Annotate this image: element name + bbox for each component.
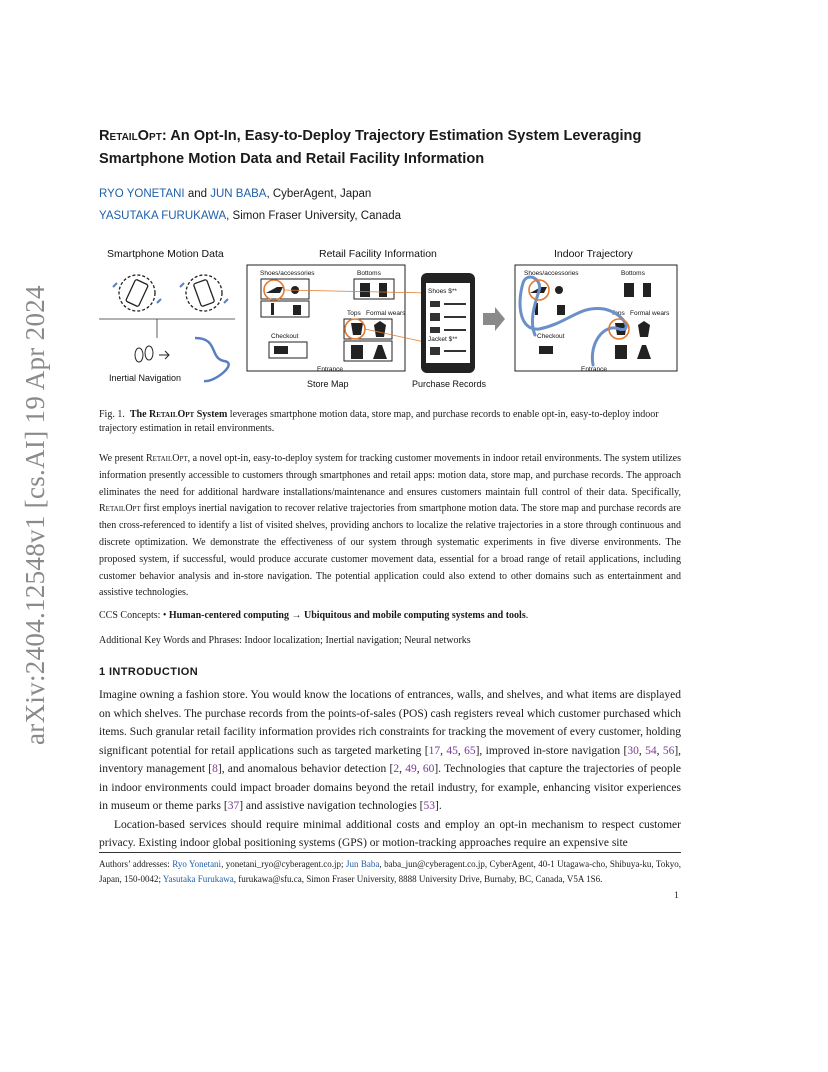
citation-2[interactable]: 2 (393, 763, 400, 775)
citation-45[interactable]: 45 (446, 744, 458, 757)
intro-paragraph-1 (99, 686, 681, 816)
traj-zone-bottoms-label: Bottoms (621, 270, 645, 277)
abstract-system-name-1: RetailOpt (145, 453, 188, 464)
ccs-label: CCS Concepts: • (99, 610, 169, 621)
intro-text-2: ], improved in-store navigation [ (475, 744, 628, 757)
zone-checkout-label: Checkout (271, 333, 299, 340)
panel2-title: Retail Facility Information (319, 248, 437, 260)
keywords: Additional Key Words and Phrases: Indoor localization; Inertial navigation; Neural networks (99, 635, 471, 646)
footnote-link-baba[interactable]: Jun Baba (345, 859, 380, 869)
system-name: RetailOpt (99, 128, 162, 144)
ccs-concept-2: Ubiquitous and mobile computing systems and tools (304, 610, 526, 621)
title-line1: : An Opt-In, Easy-to-Deploy Trajectory Estimation System Leveraging (161, 128, 642, 144)
caption-text: leverages smartphone motion data, store map, and purchase records to enable opt-in, easy-to-deploy indoor trajectory estimation in retail environments. (99, 409, 659, 434)
panel1-subtitle: Inertial Navigation (109, 373, 182, 383)
zone-tops-label: Tops (347, 310, 361, 317)
footnote-text-1: , yonetani_ryo@cyberagent.co.jp; (221, 859, 346, 869)
footsteps-icon (135, 346, 169, 362)
zone-formal-label: Formal wears (366, 310, 406, 317)
caption-bold-suffix: System (194, 409, 228, 420)
abstract-text-2: , a novel opt-in, easy-to-deploy system for tracking customer movements in indoor retail environments. The system utilizes information presently accessible to customers through smartphones and retail apps: motion data, store map, and purchase records. The approach eliminates the need for additional hardware installations/maintenance and ensures customers maintain full control of their data. Specifically, (99, 453, 681, 498)
zone-bottoms-label: Bottoms (357, 270, 381, 277)
footnote-link-furukawa[interactable]: Yasutaka Furukawa (162, 874, 234, 884)
intro-text-3: ], inventory management [ (99, 744, 682, 775)
intro-comma: , (638, 744, 646, 757)
purchase-records-label: Purchase Records (412, 379, 487, 389)
paper-title (99, 125, 699, 171)
footnote-text-3: , furukawa@sfu.ca, Simon Fraser University, 8888 University Drive, Burnaby, BC, Canada, V5A 1S6. (233, 874, 603, 884)
panel1-title: Smartphone Motion Data (107, 248, 224, 260)
author-and: and (184, 188, 211, 200)
author-link-yonetani[interactable]: RYO YONETANI (99, 188, 185, 200)
intro-comma: , (656, 744, 663, 757)
figure-caption (99, 408, 681, 436)
author-block (99, 183, 401, 227)
traj-zone-checkout-label: Checkout (537, 333, 565, 340)
ccs-arrow: → (289, 610, 304, 621)
figure-1 (99, 243, 679, 393)
intro-text-6: ] and assistive navigation technologies [ (239, 800, 424, 812)
zone-shoes-label: Shoes/accessories (260, 270, 315, 277)
citation-37[interactable]: 37 (227, 800, 240, 812)
traj-zone-entrance-label: Entrance (581, 366, 608, 373)
abstract (99, 451, 681, 602)
flow-arrow-icon (483, 307, 505, 331)
author-link-furukawa[interactable]: YASUTAKA FURUKAWA (99, 210, 227, 222)
ccs-concept-1: Human-centered computing (168, 610, 289, 621)
intro-comma: , (416, 763, 423, 775)
footnote-prefix: Authors’ addresses: (99, 859, 173, 869)
affiliation-sfu: , Simon Fraser University, Canada (226, 210, 402, 222)
intro-paragraph-2: Location-based services should require minimal additional costs and employ an opt-in mechanism to respect customer privacy. Existing indoor global positioning systems (GPS) or motion-tracking approaches require an expensive site (99, 818, 681, 849)
citation-53[interactable]: 53 (423, 800, 435, 812)
intro-text-5: ]. Technologies that capture the trajectories of people in indoor environments could impact broader domains beyond the retail industry, for example, enhancing visitor experiences in museum or theme parks [ (99, 763, 682, 812)
title-line2: Smartphone Motion Data and Retail Facility Information (99, 151, 485, 167)
author-link-baba[interactable]: JUN BABA (210, 188, 267, 200)
page-number: 1 (674, 891, 679, 901)
footnote-text-2: , baba_jun@cyberagent.co.jp, CyberAgent, 40-1 Utagawa-cho, Shibuya-ku, Tokyo, Japan, 150-0042; (99, 859, 681, 884)
receipt-line2: Jacket $** (428, 336, 458, 343)
caption-label: Fig. 1. (99, 409, 125, 420)
panel3-title: Indoor Trajectory (554, 248, 633, 260)
phone-rotation-icon (113, 275, 228, 311)
ccs-concepts (99, 609, 681, 623)
relative-trajectory-path (195, 338, 229, 381)
citation-54[interactable]: 54 (645, 744, 657, 757)
section-heading-introduction: 1 INTRODUCTION (99, 666, 199, 678)
citation-60[interactable]: 60 (422, 763, 435, 775)
citation-56[interactable]: 56 (662, 744, 675, 757)
citation-49[interactable]: 49 (405, 763, 417, 775)
intro-text-7: ]. (435, 800, 442, 812)
intro-text-4: ], and anomalous behavior detection [ (217, 763, 394, 775)
intro-comma: , (399, 763, 406, 775)
footnote-rule (99, 852, 681, 853)
traj-zone-tops-label: Tops (611, 310, 625, 317)
intro-text-1: Imagine owning a fashion store. You would know the locations of entrances, walls, and shelves, and what items are displayed on which shelves. The purchase records from the points-of-sales (POS) cash registers reveal which customer purchased which items. Such granular retail facility information provides rich constraints for tracking the movement of every customer, holding significant potential for retail applications such as targeted marketing [ (99, 689, 681, 757)
ccs-end: . (525, 610, 529, 621)
citation-17[interactable]: 17 (428, 744, 441, 757)
citation-8[interactable]: 8 (212, 763, 218, 775)
arxiv-identifier: arXiv:2404.12548v1 [cs.AI] 19 Apr 2024 (20, 285, 50, 745)
introduction-body (99, 686, 681, 853)
zone-entrance-label: Entrance (317, 366, 344, 373)
abstract-text-3: first employs inertial navigation to recover relative trajectories from smartphone motion data. The store map and purchase records are then cross-referenced to identify a list of visited shelves, providing anchors to localize the relative trajectories in a store through continuous and discrete optimization. We demonstrate the effectiveness of our system through systematic experiments in five diverse environments. The proposed system, if successful, would produce accurate customer movement data, essential for a broad range of retail applications, including customer behavior analysis and in-store navigation. The potential application could also extend to other domains such as entertainment and assistive technologies. (99, 503, 681, 599)
traj-zone-formal-label: Formal wears (630, 310, 670, 317)
caption-bold-prefix: The (129, 409, 150, 420)
intro-comma: , (440, 744, 447, 757)
receipt-line1: Shoes $** (428, 288, 457, 295)
citation-30[interactable]: 30 (627, 744, 639, 757)
citation-65[interactable]: 65 (464, 744, 476, 757)
abstract-text-1: We present (99, 453, 146, 464)
traj-zone-shoes-label: Shoes/accessories (524, 270, 579, 277)
abstract-system-name-2: RetailOpt (99, 503, 141, 515)
footnote-link-yonetani[interactable]: Ryo Yonetani (172, 859, 222, 869)
affiliation-cyberagent: , CyberAgent, Japan (266, 188, 372, 200)
author-addresses-footnote (99, 857, 681, 887)
store-map-label: Store Map (307, 379, 349, 389)
caption-system-name: RetailOpt (149, 409, 195, 420)
intro-comma: , (457, 744, 465, 757)
